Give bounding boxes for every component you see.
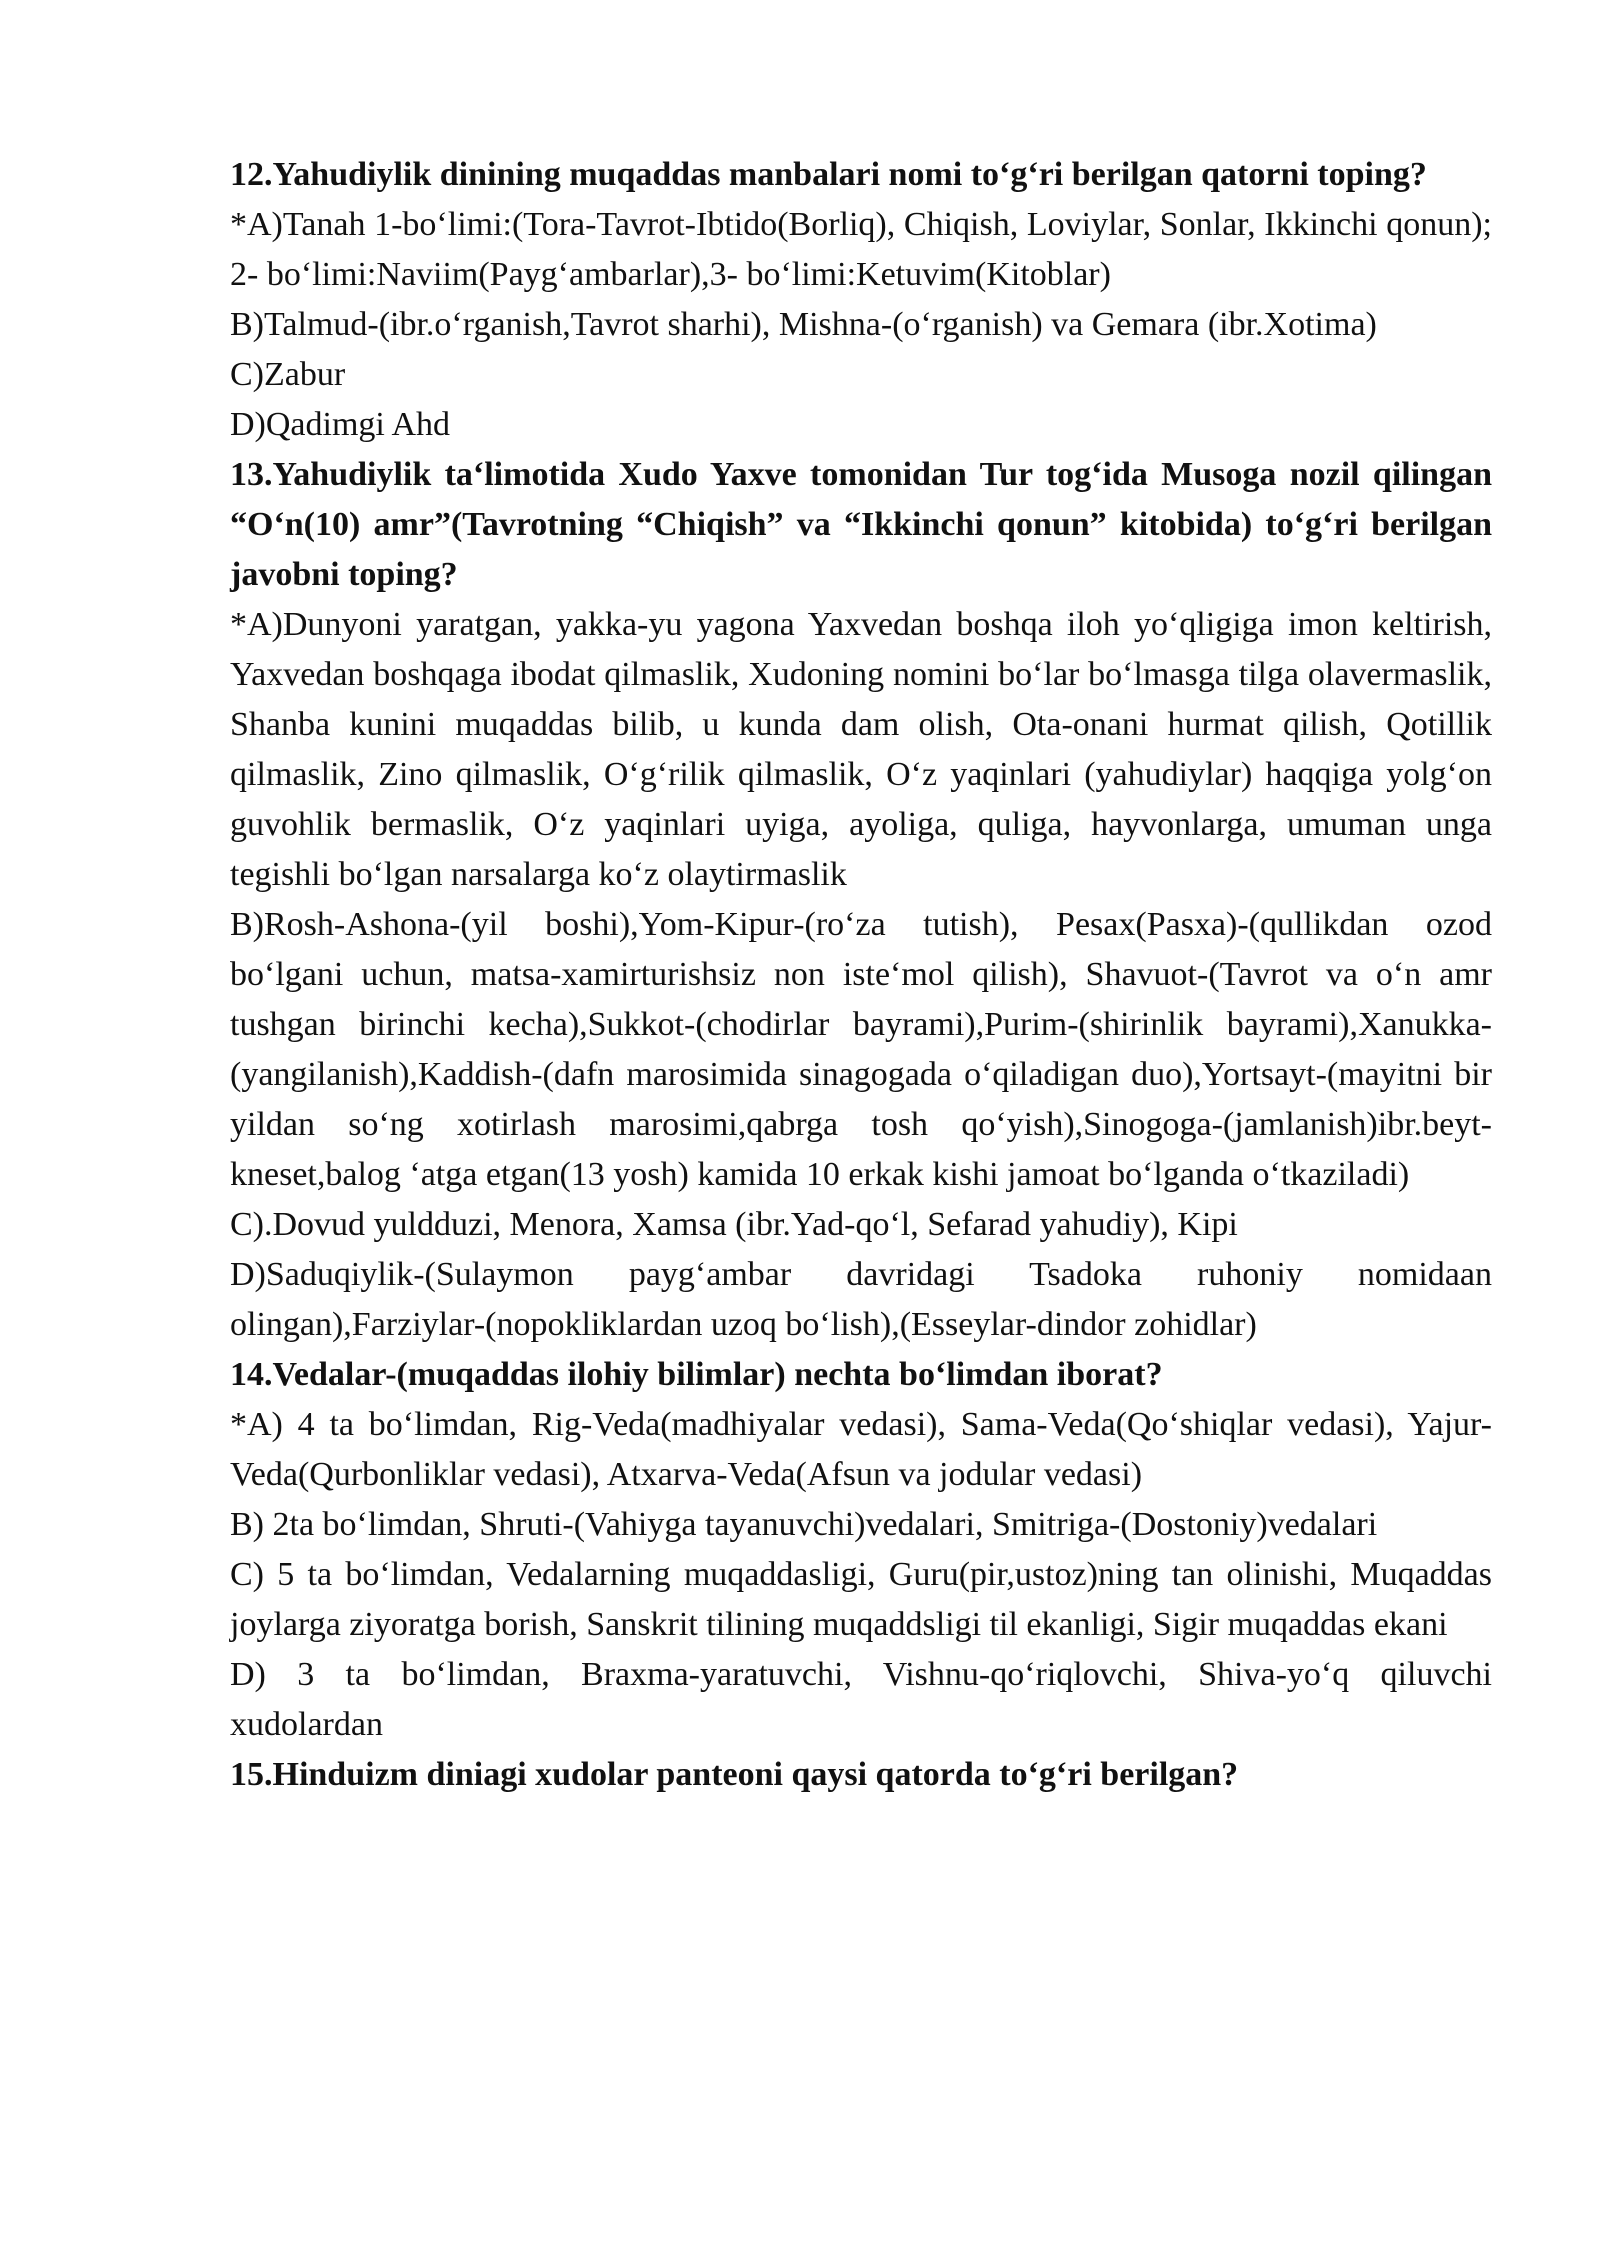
answer-option-c: C)Zabur <box>230 356 346 393</box>
question-13: 13.Yahudiylik ta‘limotida Xudo Yaxve tomonidan Tur tog‘ida Musoga nozil qilingan “O‘n(10) amr”(Tavrotning “Chiqish” va “Ikkinchi qonun” kitobida) to‘g‘ri berilgan javobni toping? <box>230 456 1492 593</box>
answer-option-d: D)Saduqiylik-(Sulaymon payg‘ambar davridagi Tsadoka ruhoniy nomidaan olingan),Farziylar-(nopokliklardan uzoq bo‘lish),(Esseylar-dindor zohidlar) <box>230 1256 1492 1343</box>
answer-option-d: D) 3 ta bo‘limdan, Braxma-yaratuvchi, Vishnu-qo‘riqlovchi, Shiva-yo‘q qiluvchi xudolardan <box>230 1656 1492 1743</box>
answer-option-b: B)Rosh-Ashona-(yil boshi),Yom-Kipur-(ro‘za tutish), Pesax(Pasxa)-(qullikdan ozod bo‘lgani uchun, matsa-xamirturishsiz non iste‘mol qilish), Shavuot-(Tavrot va o‘n amr tushgan birinchi kecha),Sukkot-(chodirlar bayrami),Purim-(shirinlik bayrami),Xanukka-(yangilanish),Kaddish-(dafn marosimida sinagogada o‘qiladigan duo),Yortsayt-(mayitni bir yildan so‘ng xotirlash marosimi,qabrga tosh qo‘yish),Sinogoga-(jamlanish)ibr.beyt-kneset,balog ‘atga etgan(13 yosh) kamida 10 erkak kishi jamoat bo‘lganda o‘tkaziladi) <box>230 906 1492 1193</box>
question-15: 15.Hinduizm diniagi xudolar panteoni qaysi qatorda to‘g‘ri berilgan? <box>230 1756 1239 1793</box>
answer-option-a: *A) 4 ta bo‘limdan, Rig-Veda(madhiyalar vedasi), Sama-Veda(Qo‘shiqlar vedasi), Yajur-Veda(Qurbonliklar vedasi), Atxarva-Veda(Afsun va jodular vedasi) <box>230 1406 1492 1493</box>
answer-option-c: C).Dovud yuldduzi, Menora, Xamsa (ibr.Yad-qo‘l, Sefarad yahudiy), Kipi <box>230 1206 1238 1243</box>
answer-option-a: *A)Dunyoni yaratgan, yakka-yu yagona Yaxvedan boshqa iloh yo‘qligiga imon keltirish, Yaxvedan boshqaga ibodat qilmaslik, Xudoning nomini bo‘lar bo‘lmasga tilga olavermaslik, Shanba kunini muqaddas bilib, u kunda dam olish, Ota-onani hurmat qilish, Qotillik qilmaslik, Zino qilmaslik, O‘g‘rilik qilmaslik, O‘z yaqinlari (yahudiylar) haqqiga yolg‘on guvohlik bermaslik, O‘z yaqinlari uyiga, ayoliga, quliga, hayvonlarga, umuman unga tegishli bo‘lgan narsalarga ko‘z olaytirmaslik <box>230 606 1492 893</box>
document-page <box>230 150 1492 1800</box>
answer-option-a: *A)Tanah 1-bo‘limi:(Tora-Tavrot-Ibtido(Borliq), Chiqish, Loviylar, Sonlar, Ikkinchi qonun); 2- bo‘limi:Naviim(Payg‘ambarlar),3- bo‘limi:Ketuvim(Kitoblar) <box>230 206 1492 293</box>
answer-option-c: C) 5 ta bo‘limdan, Vedalarning muqaddasligi, Guru(pir,ustoz)ning tan olinishi, Muqaddas joylarga ziyoratga borish, Sanskrit tilining muqaddsligi til ekanligi, Sigir muqaddas ekani <box>230 1556 1492 1643</box>
answer-option-b: B)Talmud-(ibr.o‘rganish,Tavrot sharhi), Mishna-(o‘rganish) va Gemara (ibr.Xotima) <box>230 306 1377 343</box>
question-12: 12.Yahudiylik dinining muqaddas manbalari nomi to‘g‘ri berilgan qatorni toping? <box>230 156 1427 193</box>
question-14: 14.Vedalar-(muqaddas ilohiy bilimlar) nechta bo‘limdan iborat? <box>230 1356 1163 1393</box>
answer-option-b: B) 2ta bo‘limdan, Shruti-(Vahiyga tayanuvchi)vedalari, Smitriga-(Dostoniy)vedalari <box>230 1506 1378 1543</box>
answer-option-d: D)Qadimgi Ahd <box>230 406 451 443</box>
